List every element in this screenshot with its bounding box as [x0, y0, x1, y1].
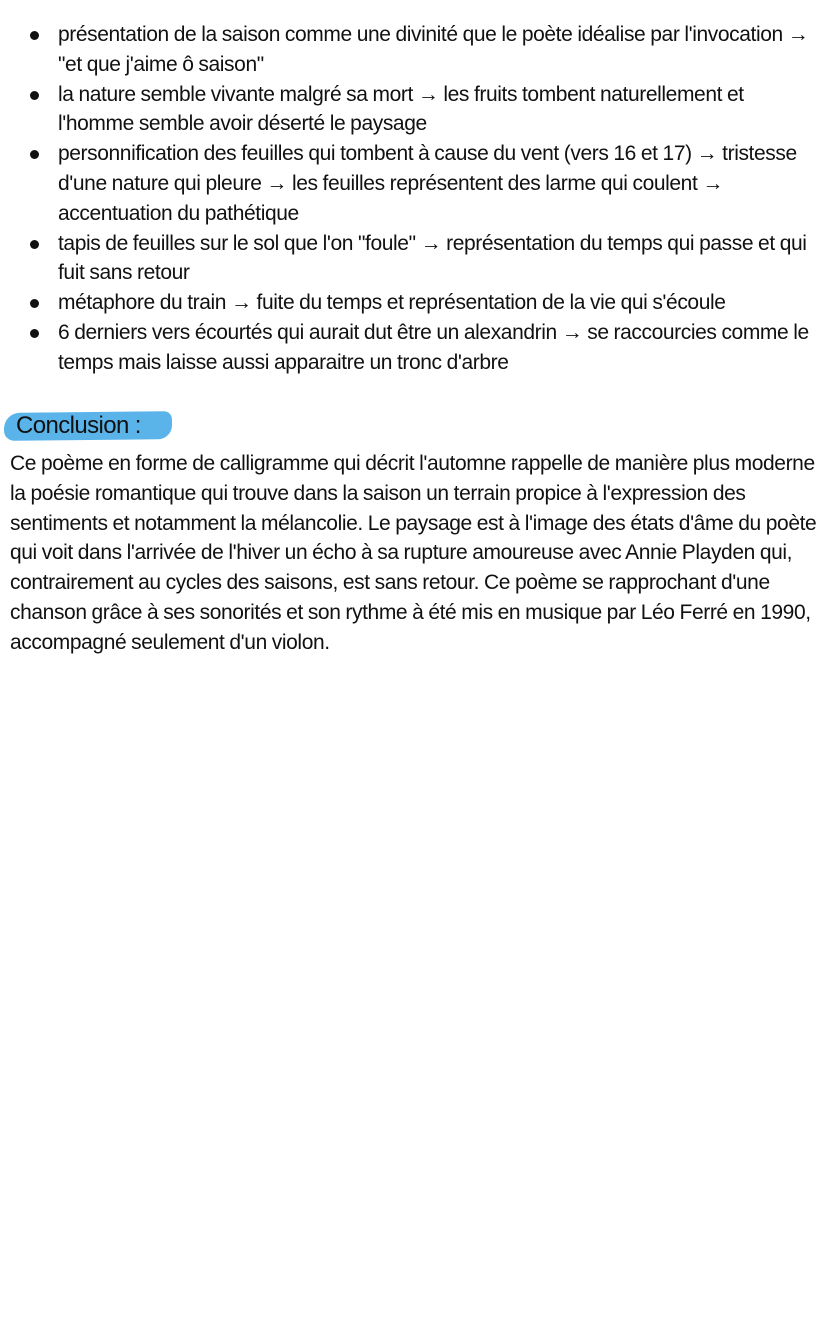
bullet-item — [0, 20, 818, 80]
bullet-text: personnification des feuilles qui tombent à cause du vent (vers 16 et 17) → tristesse d'une nature qui pleure → les feuilles représentent des larme qui coulent → accentuation du pathétique — [58, 142, 797, 225]
bullet-dot-icon — [30, 91, 39, 100]
bullet-dot-icon — [30, 240, 39, 249]
bullet-item — [0, 139, 818, 228]
conclusion-heading-text: Conclusion : — [16, 412, 141, 439]
bullet-text: 6 derniers vers écourtés qui aurait dut être un alexandrin → se raccourcies comme le temps mais laisse aussi apparaitre un tronc d'arbre — [58, 320, 809, 374]
bullet-dot-icon — [30, 31, 39, 40]
bullet-item — [0, 288, 818, 318]
bullet-text: la nature semble vivante malgré sa mort → les fruits tombent naturellement et l'homme semble avoir déserté le paysage — [58, 82, 744, 136]
conclusion-paragraph: Ce poème en forme de calligramme qui décrit l'automne rappelle de manière plus moderne la poésie romantique qui trouve dans la saison un terrain propice à l'expression des sentiments et notamment la mélancolie. Le paysage est à l'image des états d'âme du poète qui voit dans l'arrivée de l'hiver un écho à sa rupture amoureuse avec Annie Playden qui, contrairement au cycles des saisons, est sans retour. Ce poème se rapprochant d'une chanson grâce à ses sonorités et son rythme à été mis en musique par Léo Ferré en 1990, accompagné seulement d'un violon. — [10, 452, 817, 654]
bullet-text: métaphore du train → fuite du temps et représentation de la vie qui s'écoule — [58, 291, 726, 315]
conclusion-heading — [4, 408, 141, 444]
bullet-dot-icon — [30, 299, 39, 308]
bullet-item — [0, 318, 818, 378]
bullet-dot-icon — [30, 329, 39, 338]
bullet-text: tapis de feuilles sur le sol que l'on "foule" → représentation du temps qui passe et qui fuit sans retour — [58, 231, 807, 285]
bullet-dot-icon — [30, 150, 39, 159]
bullet-text: présentation de la saison comme une divinité que le poète idéalise par l'invocation → "et que j'aime ô saison" — [58, 23, 809, 76]
bullet-item — [0, 80, 818, 140]
bullet-item — [0, 229, 818, 289]
analysis-bullet-list — [0, 20, 818, 378]
